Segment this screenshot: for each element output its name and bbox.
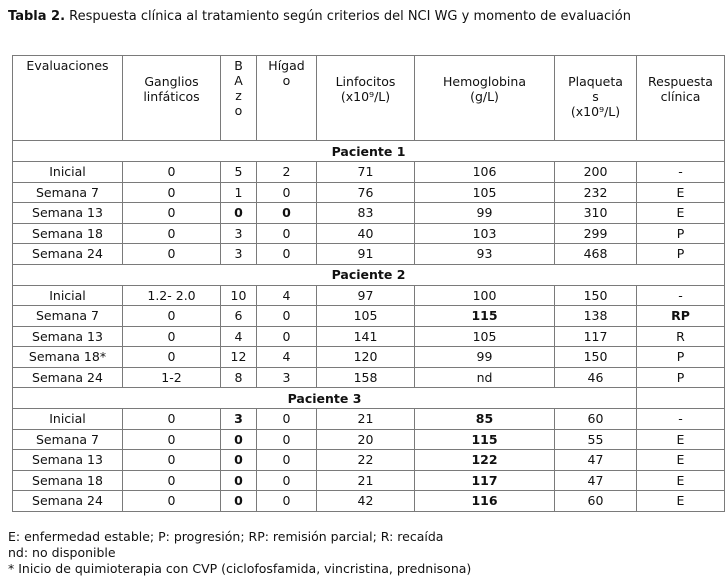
cell-hemoglobina: 105 <box>415 326 555 347</box>
cell-eval: Semana 24 <box>13 367 123 388</box>
cell-bazo: 5 <box>221 162 257 183</box>
cell-bazo: 0 <box>221 450 257 471</box>
cell-linfocitos: 21 <box>317 409 415 430</box>
cell-linfocitos: 120 <box>317 347 415 368</box>
cell-plaquetas: 150 <box>555 285 637 306</box>
cell-bazo: 8 <box>221 367 257 388</box>
section-row <box>13 141 725 162</box>
cell-higado: 4 <box>257 347 317 368</box>
cell-hemoglobina: 99 <box>415 347 555 368</box>
table-row <box>13 162 725 183</box>
cell-plaquetas: 55 <box>555 429 637 450</box>
clinical-response-table <box>12 55 725 512</box>
cell-linfocitos: 40 <box>317 223 415 244</box>
cell-higado: 0 <box>257 244 317 265</box>
cell-higado: 0 <box>257 450 317 471</box>
cell-hemoglobina: 99 <box>415 203 555 224</box>
cell-hemoglobina: 115 <box>415 306 555 327</box>
cell-hemoglobina: 117 <box>415 470 555 491</box>
cell-bazo: 3 <box>221 409 257 430</box>
cell-eval: Semana 13 <box>13 203 123 224</box>
cell-higado: 0 <box>257 326 317 347</box>
cell-ganglios: 0 <box>123 470 221 491</box>
section-empty-cell <box>637 388 725 409</box>
table-row <box>13 326 725 347</box>
cell-ganglios: 0 <box>123 306 221 327</box>
cell-respuesta: E <box>637 491 725 512</box>
table-row <box>13 223 725 244</box>
header-plaquetas: Plaqueta s (x10⁹/L) <box>555 56 637 141</box>
cell-plaquetas: 232 <box>555 182 637 203</box>
footnote-abbreviations: E: enfermedad estable; P: progresión; RP: remisión parcial; R: recaída <box>8 529 444 544</box>
header-ganglios: Ganglios linfáticos <box>123 56 221 141</box>
cell-hemoglobina: 122 <box>415 450 555 471</box>
cell-plaquetas: 310 <box>555 203 637 224</box>
header-bazo: B A z o <box>221 56 257 141</box>
header-hemoglobina: Hemoglobina (g/L) <box>415 56 555 141</box>
cell-respuesta: E <box>637 429 725 450</box>
cell-eval: Inicial <box>13 409 123 430</box>
cell-hemoglobina: 105 <box>415 182 555 203</box>
cell-respuesta: - <box>637 285 725 306</box>
table-row <box>13 285 725 306</box>
cell-ganglios: 0 <box>123 203 221 224</box>
cell-respuesta: E <box>637 470 725 491</box>
cell-respuesta: P <box>637 244 725 265</box>
header-respuesta: Respuesta clínica <box>637 56 725 141</box>
cell-linfocitos: 97 <box>317 285 415 306</box>
cell-linfocitos: 105 <box>317 306 415 327</box>
cell-plaquetas: 47 <box>555 450 637 471</box>
cell-bazo: 0 <box>221 203 257 224</box>
cell-ganglios: 0 <box>123 182 221 203</box>
cell-eval: Semana 24 <box>13 491 123 512</box>
cell-plaquetas: 468 <box>555 244 637 265</box>
cell-eval: Semana 7 <box>13 306 123 327</box>
cell-hemoglobina: 106 <box>415 162 555 183</box>
cell-plaquetas: 117 <box>555 326 637 347</box>
header-evaluaciones: Evaluaciones <box>13 56 123 141</box>
cell-eval: Semana 13 <box>13 326 123 347</box>
cell-ganglios: 0 <box>123 429 221 450</box>
cell-ganglios: 1.2- 2.0 <box>123 285 221 306</box>
header-row <box>13 56 725 141</box>
cell-higado: 0 <box>257 409 317 430</box>
cell-higado: 0 <box>257 203 317 224</box>
cell-linfocitos: 42 <box>317 491 415 512</box>
cell-higado: 0 <box>257 223 317 244</box>
cell-respuesta: R <box>637 326 725 347</box>
cell-ganglios: 0 <box>123 326 221 347</box>
cell-hemoglobina: 85 <box>415 409 555 430</box>
table-caption-label: Tabla 2. <box>8 9 66 24</box>
cell-bazo: 3 <box>221 223 257 244</box>
cell-respuesta: E <box>637 203 725 224</box>
cell-respuesta: P <box>637 347 725 368</box>
table-row <box>13 244 725 265</box>
cell-bazo: 1 <box>221 182 257 203</box>
cell-higado: 3 <box>257 367 317 388</box>
cell-respuesta: P <box>637 367 725 388</box>
table-row <box>13 491 725 512</box>
cell-linfocitos: 22 <box>317 450 415 471</box>
table-row <box>13 367 725 388</box>
cell-bazo: 4 <box>221 326 257 347</box>
cell-plaquetas: 47 <box>555 470 637 491</box>
table-row <box>13 450 725 471</box>
cell-respuesta: E <box>637 182 725 203</box>
cell-ganglios: 0 <box>123 223 221 244</box>
cell-eval: Semana 18* <box>13 347 123 368</box>
table-row <box>13 347 725 368</box>
cell-eval: Inicial <box>13 162 123 183</box>
cell-bazo: 6 <box>221 306 257 327</box>
cell-ganglios: 0 <box>123 162 221 183</box>
cell-plaquetas: 138 <box>555 306 637 327</box>
cell-higado: 0 <box>257 182 317 203</box>
cell-plaquetas: 200 <box>555 162 637 183</box>
cell-respuesta: RP <box>637 306 725 327</box>
cell-linfocitos: 83 <box>317 203 415 224</box>
header-linfocitos: Linfocitos (x10⁹/L) <box>317 56 415 141</box>
table-row <box>13 470 725 491</box>
cell-higado: 0 <box>257 429 317 450</box>
cell-bazo: 0 <box>221 491 257 512</box>
cell-bazo: 0 <box>221 470 257 491</box>
cell-respuesta: E <box>637 450 725 471</box>
section-row <box>13 264 725 285</box>
cell-plaquetas: 60 <box>555 409 637 430</box>
cell-ganglios: 0 <box>123 347 221 368</box>
table-row <box>13 306 725 327</box>
footnote-nd: nd: no disponible <box>8 545 116 560</box>
cell-eval: Semana 18 <box>13 223 123 244</box>
cell-higado: 4 <box>257 285 317 306</box>
cell-plaquetas: 46 <box>555 367 637 388</box>
cell-hemoglobina: nd <box>415 367 555 388</box>
cell-respuesta: P <box>637 223 725 244</box>
cell-plaquetas: 60 <box>555 491 637 512</box>
table-row <box>13 182 725 203</box>
cell-linfocitos: 20 <box>317 429 415 450</box>
cell-eval: Semana 7 <box>13 429 123 450</box>
section-title: Paciente 2 <box>13 264 725 285</box>
cell-higado: 0 <box>257 491 317 512</box>
table-body <box>13 56 725 512</box>
cell-eval: Semana 13 <box>13 450 123 471</box>
cell-linfocitos: 141 <box>317 326 415 347</box>
cell-eval: Semana 7 <box>13 182 123 203</box>
cell-eval: Semana 24 <box>13 244 123 265</box>
section-title: Paciente 1 <box>13 141 725 162</box>
cell-ganglios: 1-2 <box>123 367 221 388</box>
section-row <box>13 388 725 409</box>
cell-eval: Semana 18 <box>13 470 123 491</box>
cell-bazo: 10 <box>221 285 257 306</box>
cell-ganglios: 0 <box>123 491 221 512</box>
section-title: Paciente 3 <box>13 388 637 409</box>
cell-higado: 2 <box>257 162 317 183</box>
table-caption-text: Respuesta clínica al tratamiento según criterios del NCI WG y momento de evaluación <box>65 9 631 24</box>
footnotes <box>8 529 688 577</box>
cell-plaquetas: 299 <box>555 223 637 244</box>
cell-higado: 0 <box>257 470 317 491</box>
cell-bazo: 0 <box>221 429 257 450</box>
table-row <box>13 203 725 224</box>
cell-linfocitos: 71 <box>317 162 415 183</box>
cell-bazo: 3 <box>221 244 257 265</box>
table-row <box>13 429 725 450</box>
cell-bazo: 12 <box>221 347 257 368</box>
cell-ganglios: 0 <box>123 244 221 265</box>
cell-hemoglobina: 103 <box>415 223 555 244</box>
cell-respuesta: - <box>637 162 725 183</box>
cell-linfocitos: 76 <box>317 182 415 203</box>
cell-ganglios: 0 <box>123 409 221 430</box>
cell-ganglios: 0 <box>123 450 221 471</box>
cell-linfocitos: 158 <box>317 367 415 388</box>
cell-linfocitos: 91 <box>317 244 415 265</box>
table-caption <box>8 4 648 30</box>
footnote-chemotherapy: * Inicio de quimioterapia con CVP (ciclofosfamida, vincristina, prednisona) <box>8 561 472 576</box>
cell-hemoglobina: 115 <box>415 429 555 450</box>
cell-higado: 0 <box>257 306 317 327</box>
table-row <box>13 409 725 430</box>
header-higado: Hígad o <box>257 56 317 141</box>
cell-plaquetas: 150 <box>555 347 637 368</box>
cell-eval: Inicial <box>13 285 123 306</box>
cell-respuesta: - <box>637 409 725 430</box>
cell-hemoglobina: 100 <box>415 285 555 306</box>
cell-linfocitos: 21 <box>317 470 415 491</box>
cell-hemoglobina: 93 <box>415 244 555 265</box>
cell-hemoglobina: 116 <box>415 491 555 512</box>
